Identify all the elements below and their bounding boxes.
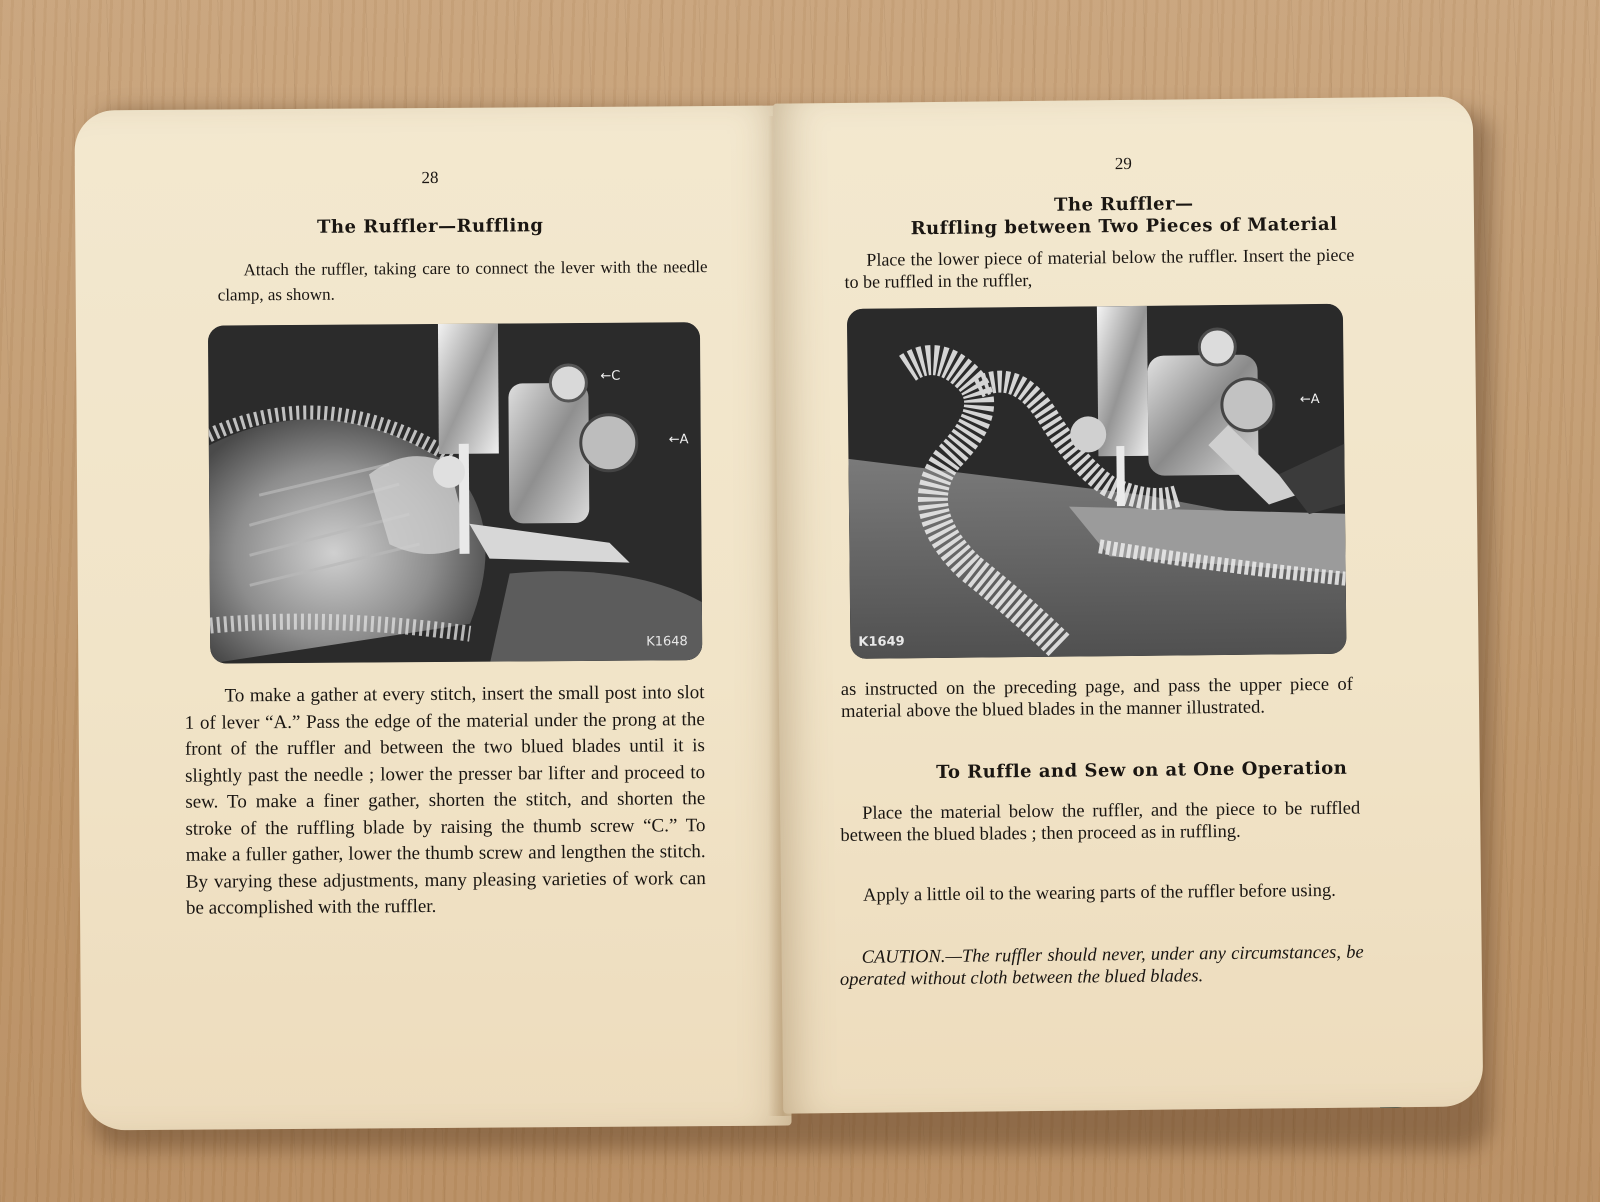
figure-code-k1649: K1649 bbox=[858, 634, 905, 650]
callout-a: ←A bbox=[668, 432, 689, 448]
callout-c: ←C bbox=[600, 368, 621, 384]
right-para-ruffle-sew: Place the material below the ruffler, and the piece to be ruffled between the blued blades ; then proceed as in ruffling. bbox=[840, 798, 1361, 847]
right-page-heading-line2: Ruffling between Two Pieces of Material bbox=[910, 213, 1338, 240]
left-page bbox=[74, 106, 791, 1131]
left-body-text: To make a gather at every stitch, insert the small post into slot 1 of lever “A.” Pass the edge of the material under the prong at the front of the ruffler and between the two blued blades until it is slightly past the needle ; lower the presser bar lifter and proceed to sew. To make a finer gather, shorten the stitch, and shorten the stroke of the ruffling blade by raising the thumb screw “C.” To make a fuller gather, lower the thumb screw and lengthen the stitch. By varying these adjustments, many pleasing varieties of work can be accomplished with the ruffler. bbox=[184, 682, 706, 919]
left-intro-text: Attach the ruffler, taking care to connect the lever with the needle clamp, as shown. bbox=[217, 257, 708, 305]
right-page-heading-line1: The Ruffler— bbox=[1053, 193, 1194, 216]
right-intro-text: Place the lower piece of material below the ruffler. Insert the piece to be ruffled in the ruffler, bbox=[844, 244, 1355, 292]
open-booklet bbox=[78, 96, 1492, 1134]
right-caution-text: CAUTION.—The ruffler should never, under any circumstances, be operated without cloth between the blued blades. bbox=[839, 942, 1364, 991]
ruffler-illustration bbox=[208, 322, 702, 663]
page-number-28: 28 bbox=[421, 167, 439, 188]
left-page-heading: The Ruffler—Ruffling bbox=[316, 215, 544, 238]
ruffler-photo-k1649 bbox=[847, 304, 1347, 659]
figure-code-k1648: K1648 bbox=[646, 634, 688, 650]
right-continuation-text: as instructed on the preceding page, and pass the upper piece of material above the blued blades in the manner illustrated. bbox=[840, 674, 1353, 723]
page-number-29: 29 bbox=[1114, 153, 1132, 174]
right-subheading: To Ruffle and Sew on at One Operation bbox=[936, 757, 1348, 784]
right-para-oil: Apply a little oil to the wearing parts of the ruffler before using. bbox=[862, 880, 1336, 906]
ruffler-photo-k1648 bbox=[208, 322, 702, 663]
ruffler-lace-illustration bbox=[847, 304, 1347, 659]
right-page bbox=[773, 96, 1484, 1113]
callout-a-right: ←A bbox=[1299, 391, 1320, 408]
